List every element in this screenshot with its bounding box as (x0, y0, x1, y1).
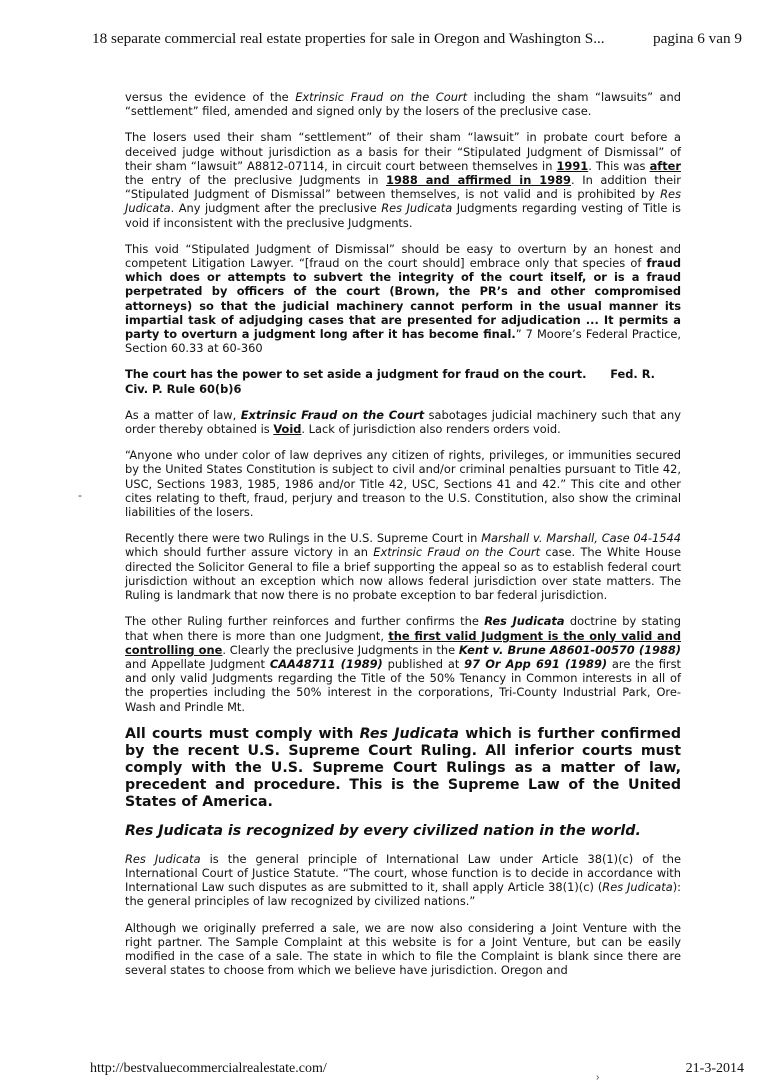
paragraph-supreme-court-rulings: Recently there were two Rulings in the U.S. Supreme Court in Marshall v. Marshall, Case 04-1544 which should further assure victory in an Extrinsic Fraud on the Court case. The White House directed the Solicitor General to file a brief supporting the appeal so as to establish federal court jurisdiction without an exception which now allows federal jurisdiction over state matters. The Ruling is landmark that now there is no probate exception to bar federal jurisdiction. (125, 531, 682, 603)
paragraph-evidence: versus the evidence of the Extrinsic Fraud on the Court including the sham “lawsuits” and “settlement” filed, amended and signed only by the losers of the preclusive case. (125, 90, 681, 119)
paragraph-losers-settlement: The losers used their sham “settlement” of their sham “lawsuit” in probate court before a deceived judge without jurisdiction as a basis for their “Stipulated Judgment of Dismissal” of their sham “lawsuit” A8812-07114, in circuit court between themselves in 1991. This was after the entry of the preclusive Judgments in 1988 and affirmed in 1989. In addition their “Stipulated Judgment of Dismissal” between themselves, is not valid and is prohibited by Res Judicata. Any judgment after the preclusive Res Judicata Judgments regarding vesting of Title is void if inconsistent with the preclusive Judgments. (125, 130, 681, 230)
scan-mark: - (78, 488, 82, 502)
paragraph-court-power: The court has the power to set aside a judgment for fraud on the court. Fed. R. Civ. P. Rule 60(b)6 (125, 367, 659, 396)
document-body (125, 90, 681, 989)
paragraph-color-of-law: “Anyone who under color of law deprives any citizen of rights, privileges, or immunities secured by the United States Constitution is subject to civil and/or criminal penalties pursuant to Title 42, USC, Sections 1983, 1985, 1986 and/or Title 42, USC, Sections 41 and 42.” This cite and other cites relating to theft, fraud, perjury and treason to the U.S. Constitution, also show the criminal liabilities of the losers. (125, 448, 681, 520)
page-footer (90, 1061, 744, 1077)
footer-url-link[interactable]: http://bestvaluecommercialrealestate.com/ (90, 1061, 327, 1076)
paragraph-joint-venture: Although we originally preferred a sale, we are now also considering a Joint Venture with the right partner. The Sample Complaint at this website is for a Joint Venture, but can be easily modified in the case of a sale. The state in which to file the Complaint is blank since there are several states to choose from which we believe have jurisdiction. Oregon and (125, 920, 681, 978)
paragraph-extrinsic-fraud: As a matter of law, Extrinsic Fraud on the Court sabotages judicial machinery such that any order thereby obtained is Void. Lack of jurisdiction also renders orders void. (125, 407, 682, 437)
paragraph-res-judicata-doctrine: The other Ruling further reinforces and further confirms the Res Judicata doctrine by stating that when there is more than one Judgment, the first valid Judgment is the only valid and controlling one. Clearly the preclusive Judgments in the Kent v. Brune A8601-00570 (1988) and Appellate Judgment CAA48711 (1989) published at 97 Or App 691 (1989) are the first and only valid Judgments regarding the Title of the 50% Tenancy in Common interests in all of the properties including the 50% interest in the corporations, Tri-County Industrial Park, Ore-Wash and Prindle Mt. (125, 614, 681, 714)
header-title: 18 separate commercial real estate properties for sale in Oregon and Washington S... (92, 30, 605, 47)
header-page-number: pagina 6 van 9 (653, 30, 742, 47)
page-header (92, 30, 742, 48)
paragraph-all-courts-comply: All courts must comply with Res Judicata which is further confirmed by the recent U.S. Supreme Court Ruling. All inferior courts must comply with the U.S. Supreme Court Rulings as a matter of law, precedent and procedure. This is the Supreme Law of the United States of America. (125, 725, 682, 810)
section-heading-res-judicata: Res Judicata is recognized by every civilized nation in the world. (125, 822, 641, 839)
paragraph-international-law: Res Judicata is the general principle of International Law under Article 38(1)(c) of the International Court of Justice Statute. “The court, whose function is to decide in accordance with International Law such disputes as are submitted to it, shall apply Article 38(1)(c) (Res Judicata): the general principles of law recognized by civilized nations.” (125, 851, 682, 909)
footer-date: 21-3-2014 (685, 1061, 744, 1076)
paragraph-void-judgment: This void “Stipulated Judgment of Dismissal” should be easy to overturn by an honest and competent Litigation Lawyer. “[fraud on the court should] embrace only that species of fraud which does or attempts to subvert the integrity of the court itself, or is a fraud perpetrated by officers of the court (Brown, the PR’s and other compromised attorneys) so that the judicial machinery cannot perform in the usual manner its impartial task of adjudging cases that are presented for adjudication ... It permits a party to overturn a judgment long after it has become final.” 7 Moore’s Federal Practice, Section 60.33 at 60-360 (125, 241, 682, 356)
scan-mark: › (596, 1072, 600, 1083)
